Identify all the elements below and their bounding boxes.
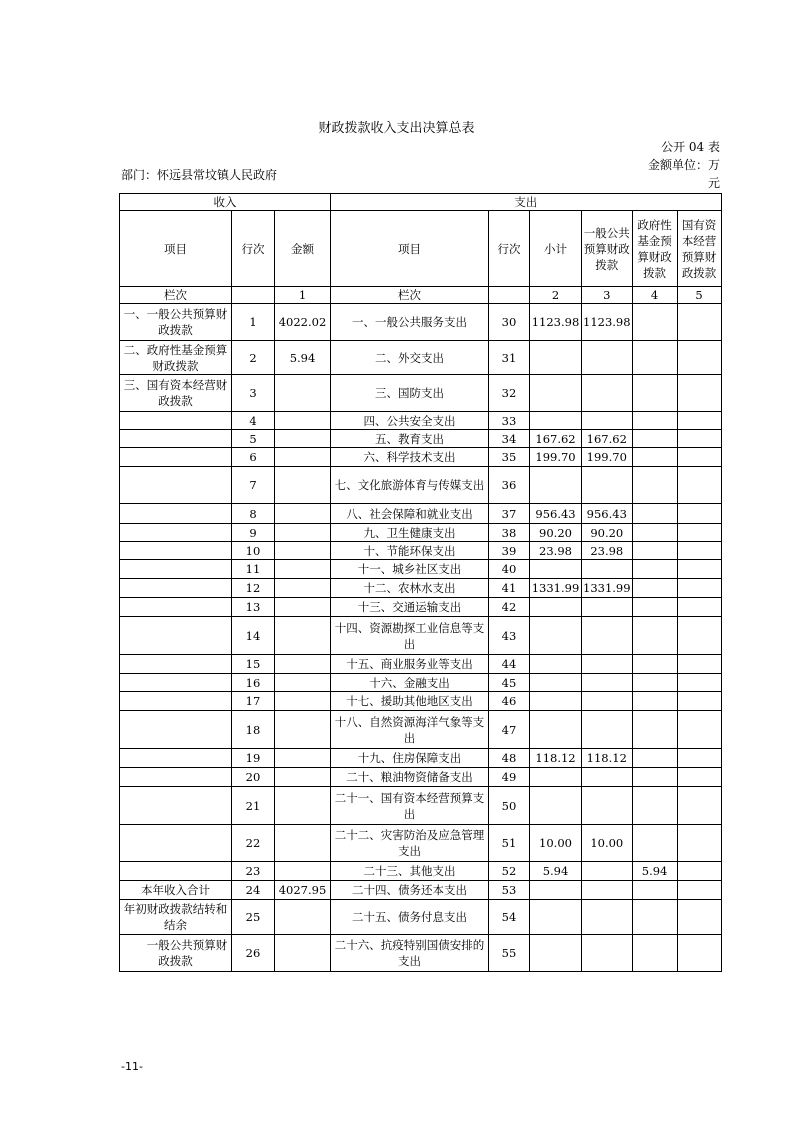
income-item-cell	[120, 504, 232, 524]
gov-fund-cell	[632, 579, 677, 598]
subtotal-cell: 1123.98	[530, 304, 582, 341]
income-amount-cell	[275, 560, 331, 579]
income-amount-cell	[275, 935, 331, 972]
general-budget-cell: 956.43	[582, 504, 633, 524]
income-amount-cell	[275, 768, 331, 787]
expense-line-cell: 49	[489, 768, 530, 787]
general-budget-cell	[582, 768, 633, 787]
general-budget-cell: 1123.98	[582, 304, 633, 341]
income-amount-cell	[275, 674, 331, 692]
general-budget-cell	[582, 412, 633, 430]
expense-item-cell: 八、社会保障和就业支出	[331, 504, 489, 524]
general-budget-cell	[582, 674, 633, 692]
gov-fund-cell	[632, 304, 677, 341]
table-row	[120, 862, 722, 881]
exp-lanci-label: 栏次	[331, 287, 489, 304]
expense-line-cell: 48	[489, 749, 530, 768]
gov-fund-cell	[632, 542, 677, 560]
state-capital-cell	[677, 375, 721, 412]
expense-item-cell: 二十四、债务还本支出	[331, 881, 489, 900]
state-capital-cell	[677, 467, 721, 504]
income-item-cell	[120, 542, 232, 560]
col-index-5: 5	[677, 287, 721, 304]
gov-fund-cell	[632, 430, 677, 448]
expense-item-cell: 二十五、债务付息支出	[331, 900, 489, 935]
state-capital-cell	[677, 935, 721, 972]
section-header-row	[120, 194, 722, 211]
income-line-cell: 25	[232, 900, 275, 935]
col-index-3: 3	[582, 287, 633, 304]
state-capital-cell	[677, 768, 721, 787]
state-capital-cell	[677, 617, 721, 655]
state-capital-cell	[677, 430, 721, 448]
general-budget-cell	[582, 692, 633, 711]
expense-line-header: 行次	[489, 211, 530, 287]
general-budget-cell	[582, 560, 633, 579]
expense-line-cell: 54	[489, 900, 530, 935]
income-amount-cell	[275, 617, 331, 655]
table-row	[120, 768, 722, 787]
table-row	[120, 412, 722, 430]
income-item-cell	[120, 560, 232, 579]
lanci-label: 栏次	[120, 287, 232, 304]
subtotal-cell	[530, 768, 582, 787]
subtotal-cell: 199.70	[530, 448, 582, 467]
state-capital-cell	[677, 881, 721, 900]
subtotal-cell	[530, 341, 582, 375]
income-item-cell: 年初财政拨款结转和结余	[120, 900, 232, 935]
general-budget-cell	[582, 862, 633, 881]
income-item-cell	[120, 768, 232, 787]
income-line-cell: 11	[232, 560, 275, 579]
state-capital-cell	[677, 655, 721, 674]
expense-line-cell: 38	[489, 524, 530, 542]
income-amount-cell: 5.94	[275, 341, 331, 375]
expense-item-cell: 九、卫生健康支出	[331, 524, 489, 542]
gov-fund-cell	[632, 655, 677, 674]
income-item-cell: 本年收入合计	[120, 881, 232, 900]
expense-item-cell: 十六、金融支出	[331, 674, 489, 692]
expense-line-cell: 42	[489, 598, 530, 617]
expense-line-cell: 35	[489, 448, 530, 467]
expense-line-cell: 50	[489, 787, 530, 825]
state-capital-cell	[677, 504, 721, 524]
expense-line-cell: 37	[489, 504, 530, 524]
expense-line-cell: 30	[489, 304, 530, 341]
income-header: 收入	[120, 194, 331, 211]
subtotal-cell: 167.62	[530, 430, 582, 448]
column-header-row	[120, 211, 722, 287]
income-item-cell	[120, 749, 232, 768]
income-item-header: 项目	[120, 211, 232, 287]
column-index-row	[120, 287, 722, 304]
subtotal-cell: 5.94	[530, 862, 582, 881]
expense-line-cell: 33	[489, 412, 530, 430]
income-item-cell	[120, 711, 232, 749]
income-item-cell	[120, 448, 232, 467]
income-line-cell: 24	[232, 881, 275, 900]
gov-fund-cell	[632, 881, 677, 900]
expense-line-cell: 32	[489, 375, 530, 412]
expense-item-cell: 六、科学技术支出	[331, 448, 489, 467]
income-line-cell: 10	[232, 542, 275, 560]
table-row	[120, 598, 722, 617]
gov-fund-cell	[632, 900, 677, 935]
income-line-cell: 13	[232, 598, 275, 617]
income-item-cell	[120, 598, 232, 617]
income-amount-cell	[275, 467, 331, 504]
income-item-cell	[120, 579, 232, 598]
table-row	[120, 542, 722, 560]
general-budget-header: 一般公共预算财政拨款	[582, 211, 633, 287]
income-item-cell	[120, 692, 232, 711]
expense-item-cell: 二十、粮油物资储备支出	[331, 768, 489, 787]
income-line-cell: 9	[232, 524, 275, 542]
expense-item-cell: 五、教育支出	[331, 430, 489, 448]
state-capital-cell	[677, 560, 721, 579]
state-capital-cell	[677, 341, 721, 375]
income-line-cell: 3	[232, 375, 275, 412]
income-line-cell: 4	[232, 412, 275, 430]
table-row	[120, 935, 722, 972]
subtotal-cell	[530, 881, 582, 900]
income-line-cell: 16	[232, 674, 275, 692]
expense-line-cell: 36	[489, 467, 530, 504]
state-capital-cell	[677, 412, 721, 430]
income-line-cell: 7	[232, 467, 275, 504]
income-line-cell: 2	[232, 341, 275, 375]
state-capital-cell	[677, 674, 721, 692]
expense-line-cell: 45	[489, 674, 530, 692]
expense-line-cell: 51	[489, 825, 530, 862]
state-capital-cell	[677, 825, 721, 862]
income-amount-cell	[275, 412, 331, 430]
expense-item-cell: 十、节能环保支出	[331, 542, 489, 560]
state-capital-cell	[677, 787, 721, 825]
income-item-cell	[120, 655, 232, 674]
expense-item-cell: 二十六、抗疫特别国债安排的支出	[331, 935, 489, 972]
expense-line-cell: 55	[489, 935, 530, 972]
income-item-cell	[120, 617, 232, 655]
subtotal-header: 小计	[530, 211, 582, 287]
gov-fund-cell	[632, 711, 677, 749]
income-line-cell: 8	[232, 504, 275, 524]
gov-fund-cell	[632, 412, 677, 430]
income-amount-cell	[275, 598, 331, 617]
expense-item-cell: 二十三、其他支出	[331, 862, 489, 881]
income-line-cell: 19	[232, 749, 275, 768]
state-capital-cell	[677, 304, 721, 341]
subtotal-cell	[530, 655, 582, 674]
form-number: 公开 04 表	[661, 140, 720, 154]
expense-line-cell: 44	[489, 655, 530, 674]
table-row	[120, 448, 722, 467]
state-capital-header: 国有资本经营预算财政拨款	[677, 211, 721, 287]
income-line-cell: 18	[232, 711, 275, 749]
general-budget-cell	[582, 598, 633, 617]
table-row	[120, 787, 722, 825]
general-budget-cell	[582, 467, 633, 504]
income-item-cell	[120, 412, 232, 430]
expense-line-cell: 39	[489, 542, 530, 560]
income-line-cell: 22	[232, 825, 275, 862]
expense-item-cell: 十八、自然资源海洋气象等支出	[331, 711, 489, 749]
general-budget-cell: 118.12	[582, 749, 633, 768]
income-item-cell	[120, 674, 232, 692]
amount-unit	[648, 156, 720, 192]
finance-summary-table	[119, 193, 722, 972]
subtotal-cell	[530, 674, 582, 692]
table-row	[120, 341, 722, 375]
income-item-cell	[120, 524, 232, 542]
general-budget-cell	[582, 881, 633, 900]
subtotal-cell	[530, 412, 582, 430]
gov-fund-cell	[632, 692, 677, 711]
state-capital-cell	[677, 692, 721, 711]
income-amount-header: 金额	[275, 211, 331, 287]
income-item-cell: 一般公共预算财政拨款	[120, 935, 232, 972]
table-row	[120, 711, 722, 749]
income-line-cell: 1	[232, 304, 275, 341]
subtotal-cell	[530, 900, 582, 935]
general-budget-cell	[582, 341, 633, 375]
subtotal-cell	[530, 692, 582, 711]
table-row	[120, 560, 722, 579]
general-budget-cell: 10.00	[582, 825, 633, 862]
expense-item-cell: 二十二、灾害防治及应急管理支出	[331, 825, 489, 862]
expense-item-cell: 二十一、国有资本经营预算支出	[331, 787, 489, 825]
amount-unit-line2: 元	[707, 176, 720, 190]
gov-fund-cell	[632, 598, 677, 617]
income-amount-cell	[275, 542, 331, 560]
expense-item-cell: 十七、援助其他地区支出	[331, 692, 489, 711]
expense-item-cell: 十二、农林水支出	[331, 579, 489, 598]
expense-item-cell: 十三、交通运输支出	[331, 598, 489, 617]
expense-item-cell: 一、一般公共服务支出	[331, 304, 489, 341]
table-row	[120, 749, 722, 768]
gov-fund-cell: 5.94	[632, 862, 677, 881]
gov-fund-cell	[632, 524, 677, 542]
income-line-cell: 23	[232, 862, 275, 881]
state-capital-cell	[677, 542, 721, 560]
income-item-cell: 三、国有资本经营财政拨款	[120, 375, 232, 412]
income-amount-cell: 4027.95	[275, 881, 331, 900]
income-line-cell: 14	[232, 617, 275, 655]
expense-header: 支出	[331, 194, 722, 211]
gov-fund-cell	[632, 504, 677, 524]
gov-fund-cell	[632, 467, 677, 504]
expense-item-cell: 四、公共安全支出	[331, 412, 489, 430]
income-line-cell: 17	[232, 692, 275, 711]
page-number: -11-	[121, 1060, 143, 1073]
state-capital-cell	[677, 862, 721, 881]
expense-line-cell: 46	[489, 692, 530, 711]
expense-line-cell: 31	[489, 341, 530, 375]
income-line-cell: 12	[232, 579, 275, 598]
gov-fund-header: 政府性基金预算财政拨款	[632, 211, 677, 287]
income-line-cell: 5	[232, 430, 275, 448]
table-row	[120, 524, 722, 542]
subtotal-cell: 23.98	[530, 542, 582, 560]
subtotal-cell	[530, 935, 582, 972]
income-amount-cell	[275, 749, 331, 768]
gov-fund-cell	[632, 768, 677, 787]
expense-item-cell: 十五、商业服务业等支出	[331, 655, 489, 674]
income-item-cell	[120, 430, 232, 448]
general-budget-cell	[582, 935, 633, 972]
table-row	[120, 467, 722, 504]
table-row	[120, 504, 722, 524]
state-capital-cell	[677, 598, 721, 617]
income-line-header: 行次	[232, 211, 275, 287]
expense-item-cell: 十一、城乡社区支出	[331, 560, 489, 579]
table-row	[120, 825, 722, 862]
table-row	[120, 430, 722, 448]
subtotal-cell: 90.20	[530, 524, 582, 542]
gov-fund-cell	[632, 674, 677, 692]
subtotal-cell: 1331.99	[530, 579, 582, 598]
income-amount-cell	[275, 524, 331, 542]
income-item-cell	[120, 862, 232, 881]
state-capital-cell	[677, 579, 721, 598]
table-row	[120, 655, 722, 674]
income-amount-cell: 4022.02	[275, 304, 331, 341]
general-budget-cell: 90.20	[582, 524, 633, 542]
general-budget-cell: 1331.99	[582, 579, 633, 598]
income-amount-cell	[275, 504, 331, 524]
income-amount-cell	[275, 825, 331, 862]
gov-fund-cell	[632, 787, 677, 825]
gov-fund-cell	[632, 825, 677, 862]
subtotal-cell: 118.12	[530, 749, 582, 768]
income-amount-cell	[275, 787, 331, 825]
state-capital-cell	[677, 900, 721, 935]
expense-line-cell: 41	[489, 579, 530, 598]
exp-lanci-empty	[489, 287, 530, 304]
income-amount-cell	[275, 862, 331, 881]
income-line-cell: 26	[232, 935, 275, 972]
col-index-4: 4	[632, 287, 677, 304]
gov-fund-cell	[632, 375, 677, 412]
expense-item-header: 项目	[331, 211, 489, 287]
state-capital-cell	[677, 524, 721, 542]
department-label: 部门：怀远县常坟镇人民政府	[121, 168, 278, 182]
income-amount-cell	[275, 900, 331, 935]
income-amount-cell	[275, 655, 331, 674]
gov-fund-cell	[632, 341, 677, 375]
income-item-cell: 二、政府性基金预算财政拨款	[120, 341, 232, 375]
expense-line-cell: 34	[489, 430, 530, 448]
subtotal-cell	[530, 787, 582, 825]
income-amount-cell	[275, 448, 331, 467]
gov-fund-cell	[632, 935, 677, 972]
table-row	[120, 375, 722, 412]
income-item-cell: 一、一般公共预算财政拨款	[120, 304, 232, 341]
income-amount-cell	[275, 430, 331, 448]
general-budget-cell	[582, 655, 633, 674]
expense-item-cell: 十九、住房保障支出	[331, 749, 489, 768]
expense-line-cell: 52	[489, 862, 530, 881]
gov-fund-cell	[632, 560, 677, 579]
subtotal-cell	[530, 617, 582, 655]
expense-item-cell: 三、国防支出	[331, 375, 489, 412]
general-budget-cell	[582, 375, 633, 412]
expense-line-cell: 43	[489, 617, 530, 655]
table-row	[120, 881, 722, 900]
expense-item-cell: 七、文化旅游体育与传媒支出	[331, 467, 489, 504]
table-row	[120, 304, 722, 341]
income-item-cell	[120, 467, 232, 504]
state-capital-cell	[677, 749, 721, 768]
income-item-cell	[120, 825, 232, 862]
subtotal-cell	[530, 598, 582, 617]
income-line-cell: 21	[232, 787, 275, 825]
subtotal-cell: 956.43	[530, 504, 582, 524]
state-capital-cell	[677, 448, 721, 467]
income-line-cell: 6	[232, 448, 275, 467]
col-index-2: 2	[530, 287, 582, 304]
income-line-cell: 20	[232, 768, 275, 787]
table-row	[120, 900, 722, 935]
income-amount-cell	[275, 692, 331, 711]
expense-line-cell: 40	[489, 560, 530, 579]
table-row	[120, 579, 722, 598]
table-row	[120, 692, 722, 711]
general-budget-cell	[582, 787, 633, 825]
income-amount-cell	[275, 579, 331, 598]
page-title: 财政拨款收入支出决算总表	[318, 121, 475, 136]
amount-unit-line1: 金额单位：万	[647, 158, 720, 172]
general-budget-cell: 23.98	[582, 542, 633, 560]
expense-item-cell: 十四、资源勘探工业信息等支出	[331, 617, 489, 655]
expense-line-cell: 53	[489, 881, 530, 900]
general-budget-cell	[582, 617, 633, 655]
general-budget-cell: 199.70	[582, 448, 633, 467]
expense-line-cell: 47	[489, 711, 530, 749]
gov-fund-cell	[632, 749, 677, 768]
income-amount-cell	[275, 711, 331, 749]
subtotal-cell: 10.00	[530, 825, 582, 862]
general-budget-cell	[582, 900, 633, 935]
income-item-cell	[120, 787, 232, 825]
general-budget-cell	[582, 711, 633, 749]
subtotal-cell	[530, 375, 582, 412]
subtotal-cell	[530, 560, 582, 579]
general-budget-cell: 167.62	[582, 430, 633, 448]
income-amount-cell	[275, 375, 331, 412]
income-line-cell: 15	[232, 655, 275, 674]
subtotal-cell	[530, 711, 582, 749]
gov-fund-cell	[632, 448, 677, 467]
col-index-1: 1	[275, 287, 331, 304]
subtotal-cell	[530, 467, 582, 504]
table-row	[120, 674, 722, 692]
table-row	[120, 617, 722, 655]
gov-fund-cell	[632, 617, 677, 655]
lanci-empty	[232, 287, 275, 304]
state-capital-cell	[677, 711, 721, 749]
expense-item-cell: 二、外交支出	[331, 341, 489, 375]
